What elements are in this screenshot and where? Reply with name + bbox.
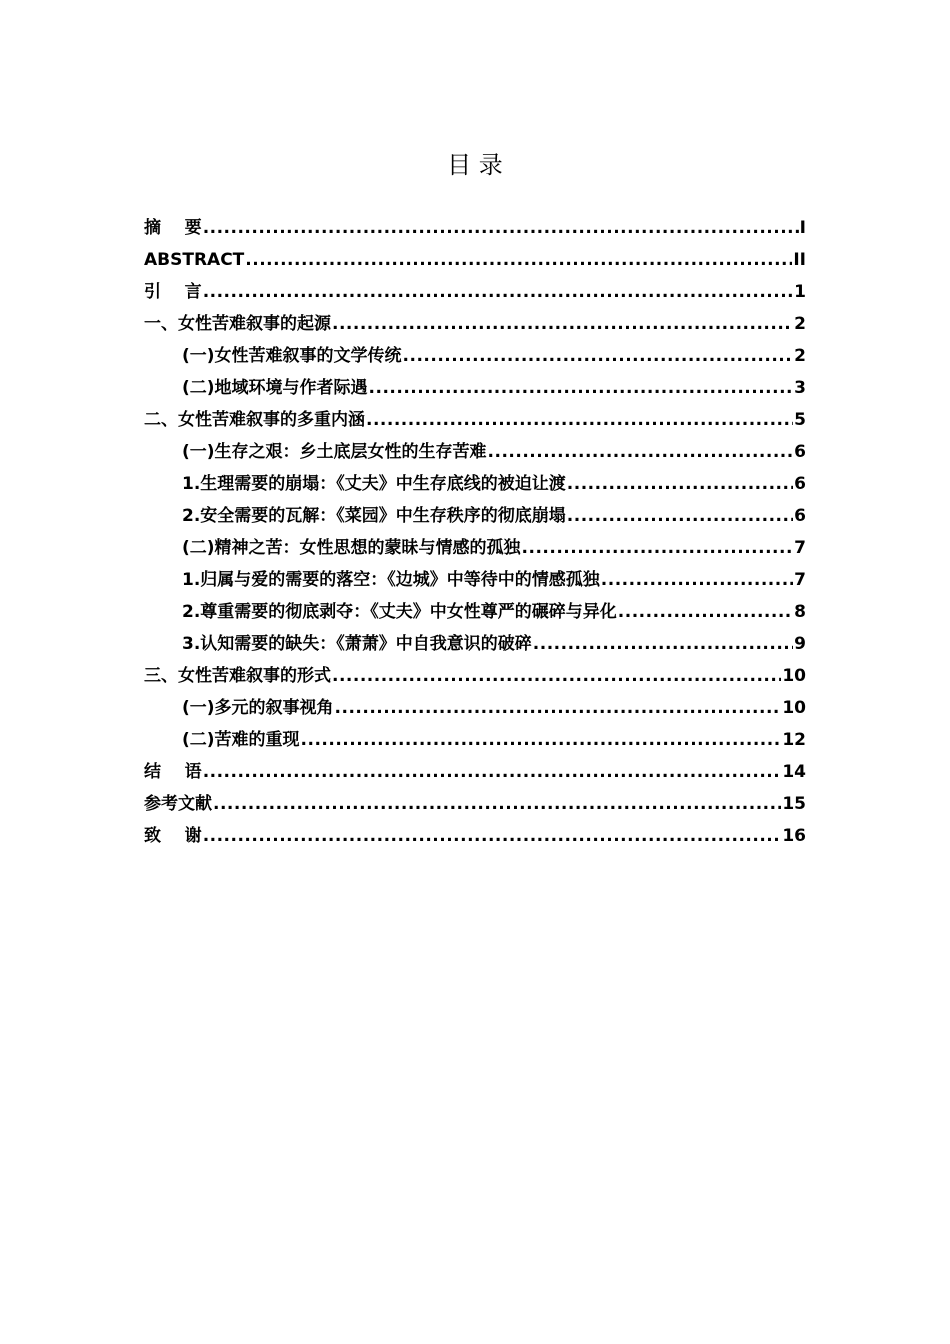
toc-entry[interactable]	[144, 244, 806, 276]
table-of-contents	[144, 212, 806, 852]
toc-dot-leader	[366, 404, 793, 436]
toc-entry[interactable]	[144, 372, 806, 404]
toc-entry-page-number: 3	[794, 378, 806, 398]
toc-dot-leader	[403, 340, 794, 372]
toc-entry[interactable]	[144, 308, 806, 340]
toc-dot-leader	[203, 212, 799, 244]
toc-dot-leader	[332, 308, 793, 340]
toc-entry-label: 致 谢	[144, 826, 202, 846]
toc-entry[interactable]	[144, 788, 806, 820]
toc-dot-leader	[335, 692, 782, 724]
toc-entry-label: (二)苦难的重现	[182, 730, 300, 750]
toc-entry-page-number: 16	[782, 826, 806, 846]
toc-entry[interactable]	[144, 532, 806, 564]
toc-entry-page-number: 6	[794, 474, 806, 494]
toc-entry-label: 3.认知需要的缺失：《萧萧》中自我意识的破碎	[182, 634, 532, 654]
toc-entry-label: 摘 要	[144, 218, 202, 238]
toc-entry-page-number: 10	[782, 698, 806, 718]
toc-entry-page-number: 2	[794, 346, 806, 366]
toc-entry-label: 三、女性苦难叙事的形式	[144, 666, 331, 686]
toc-entry[interactable]	[144, 340, 806, 372]
toc-dot-leader	[567, 500, 793, 532]
toc-entry-label: 参考文献	[144, 794, 212, 814]
toc-entry-page-number: 7	[794, 538, 806, 558]
toc-entry-page-number: 7	[794, 570, 806, 590]
toc-entry-page-number: 6	[794, 442, 806, 462]
toc-dot-leader	[533, 628, 793, 660]
toc-entry-label: (一)生存之艰：乡土底层女性的生存苦难	[182, 442, 487, 462]
toc-dot-leader	[618, 596, 793, 628]
toc-entry-label: 1.归属与爱的需要的落空：《边城》中等待中的情感孤独	[182, 570, 600, 590]
toc-dot-leader	[522, 532, 794, 564]
toc-entry-page-number: 12	[782, 730, 806, 750]
toc-title: 目 录	[447, 151, 503, 179]
toc-entry-page-number: II	[793, 250, 806, 270]
toc-entry[interactable]	[144, 500, 806, 532]
toc-entry[interactable]	[144, 596, 806, 628]
toc-entry[interactable]	[144, 756, 806, 788]
toc-dot-leader	[213, 788, 781, 820]
toc-entry[interactable]	[144, 276, 806, 308]
toc-entry[interactable]	[144, 436, 806, 468]
toc-entry[interactable]	[144, 820, 806, 852]
toc-entry[interactable]	[144, 404, 806, 436]
toc-entry-label: 2.安全需要的瓦解：《菜园》中生存秩序的彻底崩塌	[182, 506, 566, 526]
toc-dot-leader	[245, 244, 792, 276]
toc-dot-leader	[369, 372, 794, 404]
toc-entry[interactable]	[144, 692, 806, 724]
toc-dot-leader	[567, 468, 793, 500]
toc-entry-page-number: 8	[794, 602, 806, 622]
toc-entry-label: 结 语	[144, 762, 202, 782]
toc-entry[interactable]	[144, 724, 806, 756]
toc-dot-leader	[332, 660, 781, 692]
toc-entry[interactable]	[144, 628, 806, 660]
toc-entry[interactable]	[144, 212, 806, 244]
toc-dot-leader	[301, 724, 782, 756]
toc-entry[interactable]	[144, 564, 806, 596]
toc-entry-label: 引 言	[144, 282, 202, 302]
toc-entry-label: 1.生理需要的崩塌：《丈夫》中生存底线的被迫让渡	[182, 474, 566, 494]
toc-entry[interactable]	[144, 660, 806, 692]
toc-entry-page-number: I	[799, 218, 806, 238]
toc-entry-label: 一、女性苦难叙事的起源	[144, 314, 331, 334]
toc-entry-page-number: 10	[782, 666, 806, 686]
toc-entry-page-number: 6	[794, 506, 806, 526]
toc-entry-page-number: 9	[794, 634, 806, 654]
toc-entry-page-number: 15	[782, 794, 806, 814]
toc-dot-leader	[203, 820, 782, 852]
toc-entry-label: (一)多元的叙事视角	[182, 698, 334, 718]
toc-dot-leader	[488, 436, 794, 468]
toc-dot-leader	[601, 564, 793, 596]
toc-entry-label: ABSTRACT	[144, 250, 245, 270]
toc-entry-label: (二)精神之苦：女性思想的蒙昧与情感的孤独	[182, 538, 521, 558]
toc-entry-label: 二、女性苦难叙事的多重内涵	[144, 410, 365, 430]
toc-entry-page-number: 5	[794, 410, 806, 430]
toc-entry[interactable]	[144, 468, 806, 500]
toc-entry-label: 2.尊重需要的彻底剥夺：《丈夫》中女性尊严的碾碎与异化	[182, 602, 617, 622]
toc-dot-leader	[203, 756, 782, 788]
toc-entry-page-number: 1	[794, 282, 806, 302]
toc-entry-label: (二)地域环境与作者际遇	[182, 378, 368, 398]
toc-entry-label: (一)女性苦难叙事的文学传统	[182, 346, 402, 366]
toc-entry-page-number: 2	[794, 314, 806, 334]
toc-entry-page-number: 14	[782, 762, 806, 782]
toc-dot-leader	[203, 276, 793, 308]
